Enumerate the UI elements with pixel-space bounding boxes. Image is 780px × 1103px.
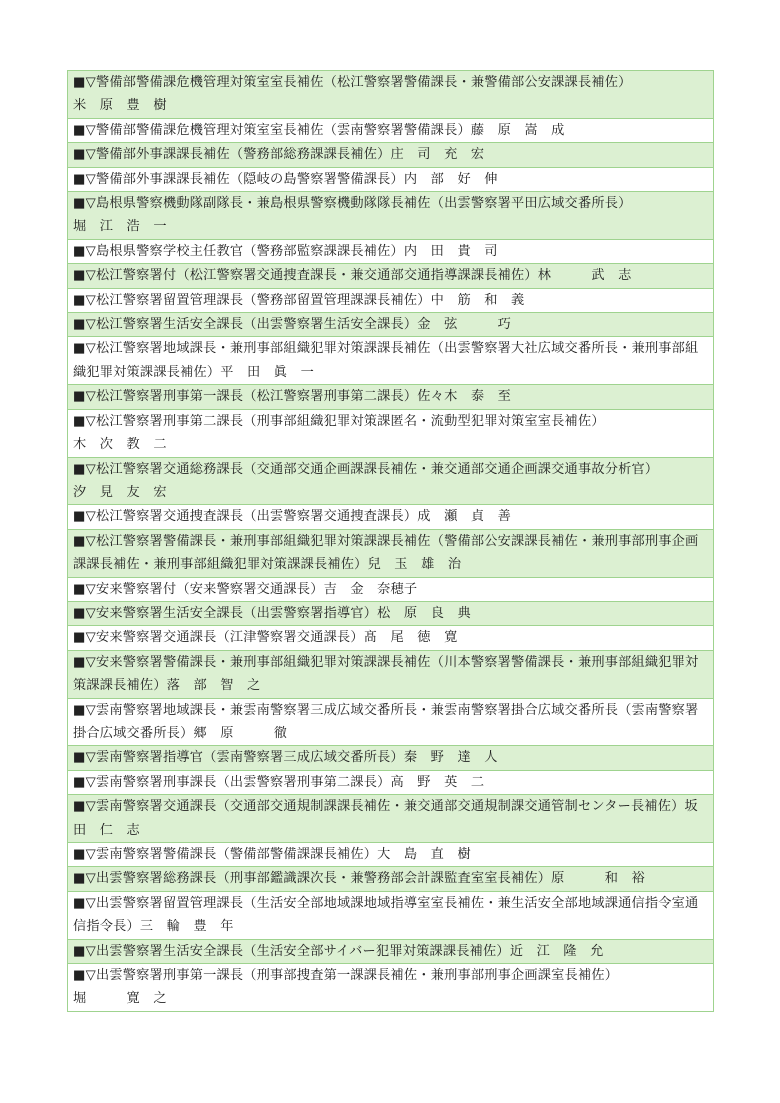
table-row: ■▽安来警察署生活安全課長（出雲警察署指導官）松 原 良 典 xyxy=(67,602,714,626)
table-row: ■▽松江警察署刑事第一課長（松江警察署刑事第二課長）佐々木 泰 至 xyxy=(67,385,714,409)
table-row: ■▽出雲警察署留置管理課長（生活安全部地域課地域指導室室長補佐・兼生活安全部地域課通信指令室通信指令長）三 輪 豊 年 xyxy=(67,892,714,940)
table-row: ■▽島根県警察機動隊副隊長・兼島根県警察機動隊隊長補佐（出雲警察署平田広域交番所長） 堀 江 浩 一 xyxy=(67,192,714,240)
table-row: ■▽安来警察署警備課長・兼刑事部組織犯罪対策課課長補佐（川本警察署警備課長・兼刑事部組織犯罪対策課課長補佐）落 部 智 之 xyxy=(67,651,714,699)
table-row: ■▽松江警察署地域課長・兼刑事部組織犯罪対策課課長補佐（出雲警察署大社広域交番所長・兼刑事部組織犯罪対策課課長補佐）平 田 眞 一 xyxy=(67,337,714,385)
table-row: ■▽警備部外事課課長補佐（隠岐の島警察署警備課長）内 部 好 伸 xyxy=(67,168,714,192)
table-row: ■▽松江警察署刑事第二課長（刑事部組織犯罪対策課匿名・流動型犯罪対策室室長補佐） 木 次 教 二 xyxy=(67,410,714,458)
table-row: ■▽警備部警備課危機管理対策室室長補佐（松江警察署警備課長・兼警備部公安課課長補佐） 米 原 豊 樹 xyxy=(67,70,714,119)
table-row: ■▽雲南警察署交通課長（交通部交通規制課課長補佐・兼交通部交通規制課交通管制センター長補佐）坂 田 仁 志 xyxy=(67,795,714,843)
table-row: ■▽出雲警察署総務課長（刑事部鑑識課次長・兼警務部会計課監査室室長補佐）原 和 裕 xyxy=(67,867,714,891)
table-row: ■▽松江警察署付（松江警察署交通捜査課長・兼交通部交通指導課課長補佐）林 武 志 xyxy=(67,264,714,288)
table-row: ■▽雲南警察署地域課長・兼雲南警察署三成広域交番所長・兼雲南警察署掛合広域交番所長（雲南警察署掛合広域交番所長）郷 原 徹 xyxy=(67,699,714,747)
table-row: ■▽出雲警察署生活安全課長（生活安全部サイバー犯罪対策課課長補佐）近 江 隆 允 xyxy=(67,940,714,964)
table-row: ■▽松江警察署交通捜査課長（出雲警察署交通捜査課長）成 瀬 貞 善 xyxy=(67,505,714,529)
table-row: ■▽島根県警察学校主任教官（警務部監察課課長補佐）内 田 貴 司 xyxy=(67,240,714,264)
table-row: ■▽松江警察署交通総務課長（交通部交通企画課課長補佐・兼交通部交通企画課交通事故分析官） 汐 見 友 宏 xyxy=(67,458,714,506)
table-row: ■▽雲南警察署警備課長（警備部警備課課長補佐）大 島 直 樹 xyxy=(67,843,714,867)
table-row: ■▽警備部外事課課長補佐（警務部総務課課長補佐）庄 司 充 宏 xyxy=(67,143,714,167)
personnel-table xyxy=(67,70,714,1012)
table-row: ■▽警備部警備課危機管理対策室室長補佐（雲南警察署警備課長）藤 原 嵩 成 xyxy=(67,119,714,143)
table-row: ■▽出雲警察署刑事第一課長（刑事部捜査第一課課長補佐・兼刑事部刑事企画課室長補佐） 堀 寛 之 xyxy=(67,964,714,1012)
table-row: ■▽松江警察署留置管理課長（警務部留置管理課課長補佐）中 筋 和 義 xyxy=(67,289,714,313)
table-row: ■▽松江警察署生活安全課長（出雲警察署生活安全課長）金 弦 巧 xyxy=(67,313,714,337)
table-row: ■▽安来警察署付（安来警察署交通課長）吉 金 奈穂子 xyxy=(67,578,714,602)
table-row: ■▽安来警察署交通課長（江津警察署交通課長）髙 尾 徳 寛 xyxy=(67,626,714,650)
table-row: ■▽松江警察署警備課長・兼刑事部組織犯罪対策課課長補佐（警備部公安課課長補佐・兼刑事部刑事企画課課長補佐・兼刑事部組織犯罪対策課課長補佐）兒 玉 雄 治 xyxy=(67,530,714,578)
table-row: ■▽雲南警察署刑事課長（出雲警察署刑事第二課長）高 野 英 二 xyxy=(67,771,714,795)
table-row: ■▽雲南警察署指導官（雲南警察署三成広域交番所長）秦 野 達 人 xyxy=(67,746,714,770)
